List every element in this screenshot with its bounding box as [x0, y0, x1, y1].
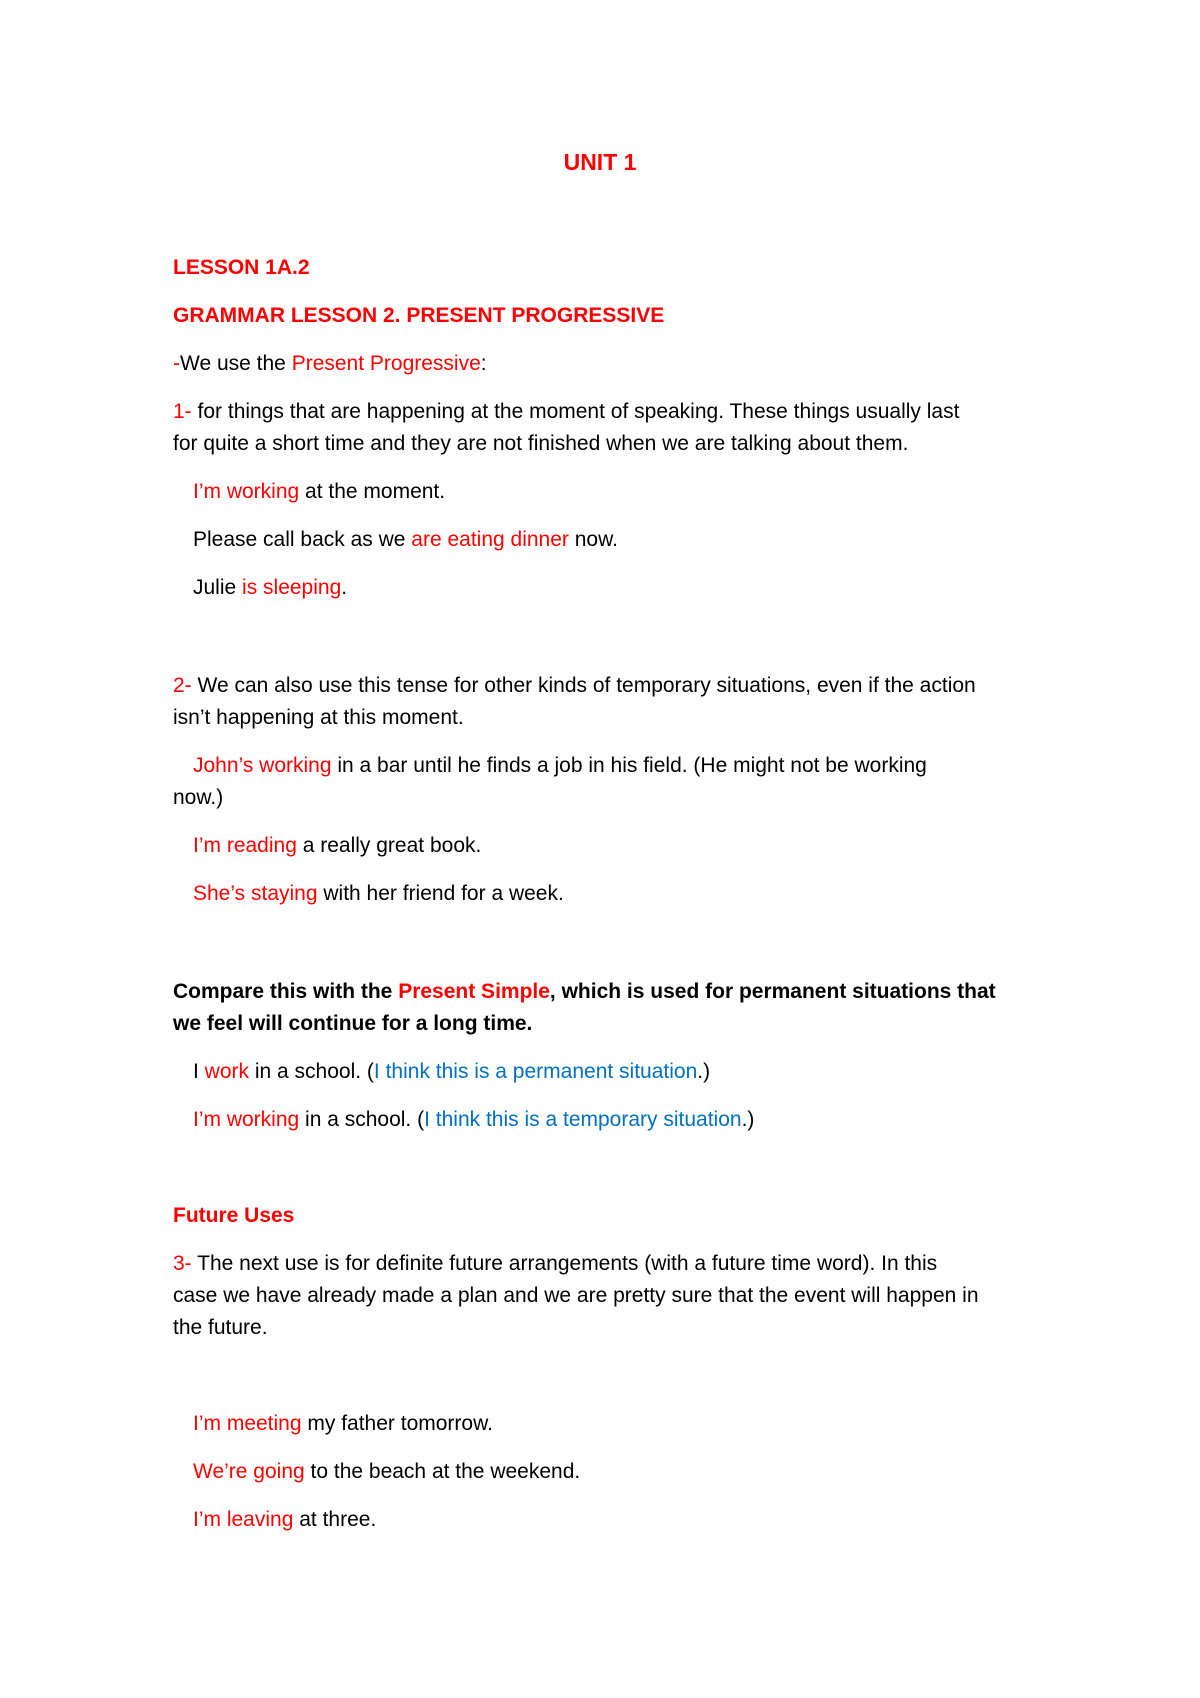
point2-number: 2-: [173, 674, 192, 697]
example-text: now.: [568, 528, 618, 551]
example-2c: [193, 878, 1073, 910]
example-text: in a school. (: [299, 1108, 425, 1131]
example-1c: [193, 572, 1073, 604]
intro-colon: :: [480, 352, 487, 375]
example-highlight: I’m working: [193, 1108, 300, 1131]
example-2a-cont: now.): [173, 786, 224, 809]
example-end: .): [697, 1060, 711, 1083]
example-highlight: work: [204, 1060, 250, 1083]
example-2b: [193, 830, 1073, 862]
grammar-heading: GRAMMAR LESSON 2. PRESENT PROGRESSIVE: [173, 304, 665, 327]
future-uses-heading: Future Uses: [173, 1204, 295, 1227]
point3-line1: [173, 1248, 1053, 1280]
example-highlight: We’re going: [193, 1460, 305, 1483]
compare-prefix: Compare this with the: [173, 980, 399, 1003]
example-text: at the moment.: [299, 480, 446, 503]
compare-suffix: , which is used for permanent situations that: [549, 980, 996, 1003]
example-2a: [193, 750, 1073, 782]
intro-dash: -: [173, 352, 180, 375]
point1-line2: for quite a short time and they are not finished when we are talking about them.: [173, 432, 909, 455]
point1-line1: [173, 396, 1053, 428]
example-text: a really great book.: [296, 834, 482, 857]
example-highlight: I’m meeting: [193, 1412, 302, 1435]
compare-term: Present Simple: [398, 980, 550, 1003]
example-text: at three.: [293, 1508, 377, 1531]
compare-line1: [173, 976, 1053, 1008]
example-3c: [193, 1504, 1073, 1536]
point3-line3: the future.: [173, 1316, 268, 1339]
example-text: my father tomorrow.: [301, 1412, 493, 1435]
example-highlight: I’m leaving: [193, 1508, 294, 1531]
point3-line2: case we have already made a plan and we are pretty sure that the event will happen in: [173, 1284, 979, 1307]
example-1a: [193, 476, 1073, 508]
point2-line2: isn’t happening at this moment.: [173, 706, 464, 729]
example-prefix: I: [193, 1060, 205, 1083]
example-note: I think this is a temporary situation: [424, 1108, 742, 1131]
example-3b: [193, 1456, 1073, 1488]
example-highlight: John’s working: [193, 754, 332, 777]
example-text: in a bar until he finds a job in his field. (He might not be working: [331, 754, 927, 777]
example-prefix: Please call back as we: [193, 528, 412, 551]
intro-line: [173, 348, 1053, 380]
example-text: to the beach at the weekend.: [304, 1460, 581, 1483]
point1-text: for things that are happening at the moment of speaking. These things usually last: [191, 400, 960, 423]
example-highlight: is sleeping: [242, 576, 342, 599]
example-prefix: Julie: [193, 576, 243, 599]
example-text: .: [341, 576, 348, 599]
example-note: I think this is a permanent situation: [373, 1060, 698, 1083]
point1-number: 1-: [173, 400, 192, 423]
intro-text: We use the: [180, 352, 292, 375]
example-1b: [193, 524, 1073, 556]
point2-text: We can also use this tense for other kinds of temporary situations, even if the action: [191, 674, 976, 697]
intro-term: Present Progressive: [291, 352, 481, 375]
example-3a: [193, 1408, 1073, 1440]
example-highlight: I’m working: [193, 480, 300, 503]
compare-line2: we feel will continue for a long time.: [173, 1012, 533, 1035]
example-end: .): [741, 1108, 755, 1131]
example-highlight: are eating dinner: [411, 528, 569, 551]
example-highlight: She’s staying: [193, 882, 318, 905]
example-text: with her friend for a week.: [317, 882, 564, 905]
point3-text: The next use is for definite future arrangements (with a future time word). In this: [191, 1252, 938, 1275]
compare-example-1: [193, 1056, 1073, 1088]
example-text: in a school. (: [249, 1060, 374, 1083]
lesson-heading: LESSON 1A.2: [173, 256, 310, 279]
compare-example-2: [193, 1104, 1073, 1136]
point2-line1: [173, 670, 1053, 702]
page-title: UNIT 1: [563, 149, 637, 175]
point3-number: 3-: [173, 1252, 192, 1275]
example-highlight: I’m reading: [193, 834, 297, 857]
